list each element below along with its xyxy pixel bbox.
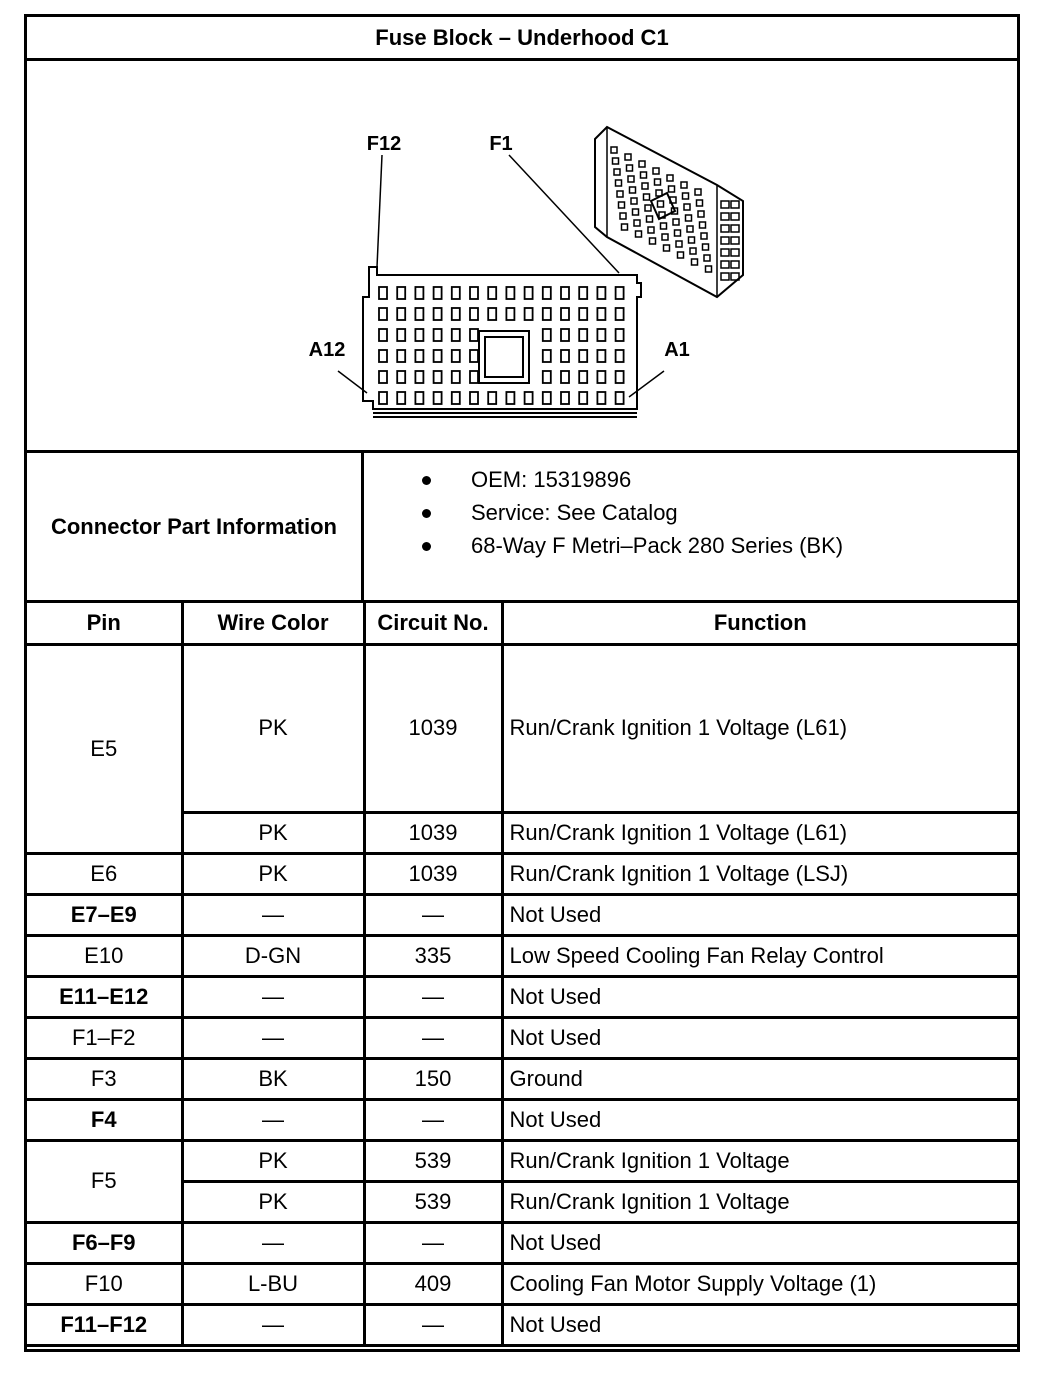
connector-sheet: [24, 14, 1020, 1352]
circuit-cell: 1039: [364, 853, 502, 894]
pin-cell: E7–E9: [27, 894, 182, 935]
function-cell: Not Used: [502, 1222, 1017, 1263]
bullet-icon: [422, 542, 431, 551]
wire-color-cell: PK: [182, 853, 364, 894]
circuit-cell: 1039: [364, 812, 502, 853]
table-row: [27, 1222, 1017, 1263]
function-cell: Cooling Fan Motor Supply Voltage (1): [502, 1263, 1017, 1304]
wire-color-cell: —: [182, 1099, 364, 1140]
pin-cell: F6–F9: [27, 1222, 182, 1263]
function-cell: Low Speed Cooling Fan Relay Control: [502, 935, 1017, 976]
bullet-icon: [422, 509, 431, 518]
header-function: Function: [502, 603, 1017, 644]
table-row: [27, 1263, 1017, 1304]
function-cell: Not Used: [502, 976, 1017, 1017]
wire-color-cell: PK: [182, 644, 364, 812]
circuit-cell: —: [364, 1304, 502, 1345]
page-title: Fuse Block – Underhood C1: [27, 17, 1017, 61]
header-wire-color: Wire Color: [182, 603, 364, 644]
pin-cell: E11–E12: [27, 976, 182, 1017]
wire-color-cell: —: [182, 1017, 364, 1058]
connector-diagram: [27, 61, 1017, 453]
connector-face: [363, 267, 641, 417]
function-cell: Run/Crank Ignition 1 Voltage (L61): [502, 812, 1017, 853]
function-cell: Not Used: [502, 894, 1017, 935]
pin-cell: F5: [27, 1140, 182, 1222]
pin-cell: E5: [27, 644, 182, 853]
label-a12: A12: [308, 339, 346, 361]
wire-color-cell: L-BU: [182, 1263, 364, 1304]
pin-cell: E6: [27, 853, 182, 894]
circuit-cell: 150: [364, 1058, 502, 1099]
table-row: [27, 853, 1017, 894]
function-cell: Not Used: [502, 1304, 1017, 1345]
wire-color-cell: —: [182, 976, 364, 1017]
header-pin: Pin: [27, 603, 182, 644]
connector-figure: [27, 61, 1017, 453]
circuit-cell: 539: [364, 1140, 502, 1181]
label-a1: A1: [664, 339, 690, 361]
circuit-cell: 539: [364, 1181, 502, 1222]
wire-color-cell: —: [182, 1304, 364, 1345]
circuit-cell: 335: [364, 935, 502, 976]
circuit-cell: —: [364, 1222, 502, 1263]
pin-table: [27, 603, 1017, 1347]
table-row: [27, 1058, 1017, 1099]
function-cell: Ground: [502, 1058, 1017, 1099]
connector-part-info-label: Connector Part Information: [27, 453, 364, 600]
function-cell: Not Used: [502, 1017, 1017, 1058]
connector-part-info-list: [367, 463, 843, 562]
table-row: [27, 1017, 1017, 1058]
wire-color-cell: PK: [182, 1140, 364, 1181]
list-item: Service: See Catalog: [367, 496, 843, 529]
wire-color-cell: —: [182, 1222, 364, 1263]
function-cell: Run/Crank Ignition 1 Voltage (L61): [502, 644, 1017, 812]
wire-color-cell: PK: [182, 1181, 364, 1222]
pin-cell: F4: [27, 1099, 182, 1140]
circuit-cell: —: [364, 1017, 502, 1058]
pin-cell: E10: [27, 935, 182, 976]
wire-color-cell: D-GN: [182, 935, 364, 976]
list-item: 68-Way F Metri–Pack 280 Series (BK): [367, 529, 843, 562]
function-cell: Run/Crank Ignition 1 Voltage: [502, 1140, 1017, 1181]
label-f12: F12: [366, 133, 402, 155]
table-row: [27, 1099, 1017, 1140]
bullet-icon: [422, 476, 431, 485]
function-cell: Run/Crank Ignition 1 Voltage: [502, 1181, 1017, 1222]
wire-color-cell: PK: [182, 812, 364, 853]
function-cell: Run/Crank Ignition 1 Voltage (LSJ): [502, 853, 1017, 894]
table-row: [27, 1304, 1017, 1345]
table-row: [27, 976, 1017, 1017]
pin-cell: F1–F2: [27, 1017, 182, 1058]
header-circuit: Circuit No.: [364, 603, 502, 644]
table-row: [27, 644, 1017, 812]
function-cell: Not Used: [502, 1099, 1017, 1140]
pin-cell: F3: [27, 1058, 182, 1099]
circuit-cell: —: [364, 976, 502, 1017]
circuit-cell: —: [364, 1099, 502, 1140]
connector-part-info: [27, 453, 1017, 603]
pin-cell: F10: [27, 1263, 182, 1304]
label-f1: F1: [489, 133, 513, 155]
table-row: [27, 894, 1017, 935]
table-header-row: [27, 603, 1017, 644]
list-item: OEM: 15319896: [367, 463, 843, 496]
wire-color-cell: BK: [182, 1058, 364, 1099]
circuit-cell: 409: [364, 1263, 502, 1304]
table-row: [27, 935, 1017, 976]
wire-color-cell: —: [182, 894, 364, 935]
table-row: [27, 1140, 1017, 1181]
pin-cell: F11–F12: [27, 1304, 182, 1345]
circuit-cell: —: [364, 894, 502, 935]
circuit-cell: 1039: [364, 644, 502, 812]
